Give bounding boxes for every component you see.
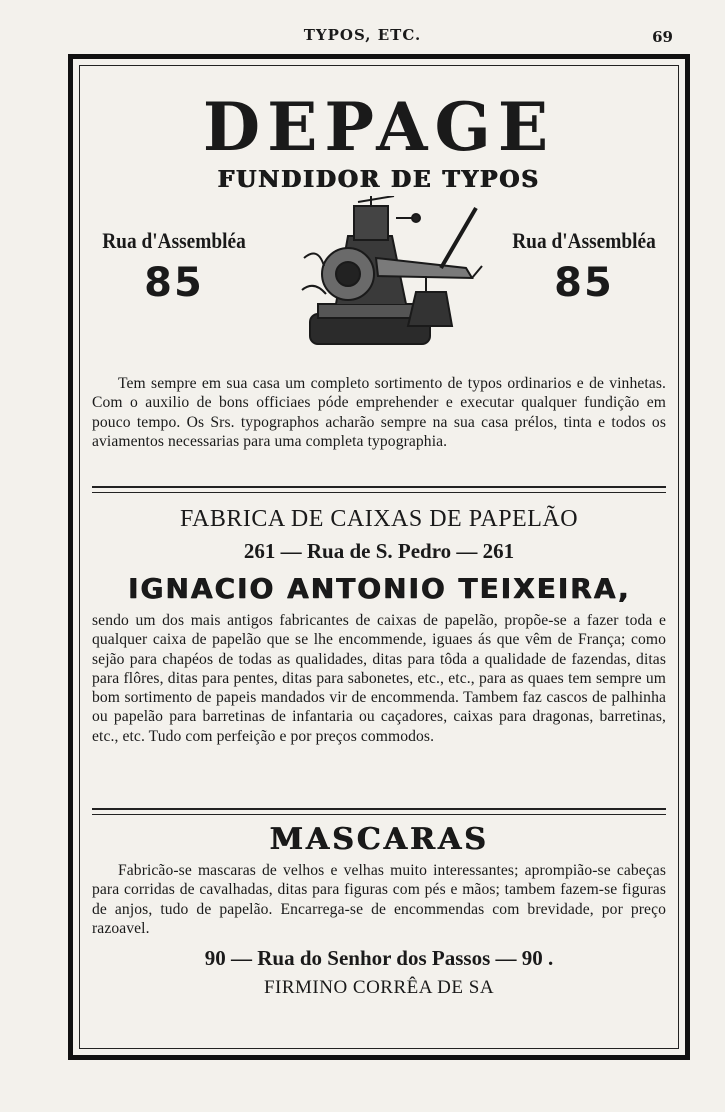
street-label-right: Rua d'Assembléa — [512, 228, 656, 253]
mascaras-address: 90 — Rua do Senhor dos Passos — 90 . — [204, 946, 554, 971]
mascaras-signature: FIRMINO CORRÊA DE SA — [263, 977, 495, 999]
depage-address-left — [84, 228, 264, 306]
street-number-left: 85 — [144, 260, 204, 306]
mascaras-advertisement — [92, 822, 666, 1052]
page-number: 69 — [652, 28, 673, 46]
printing-press-illustration — [296, 196, 486, 366]
section-divider — [92, 486, 666, 493]
running-title: TYPOS, ETC. — [303, 26, 422, 44]
street-number-right: 85 — [554, 260, 614, 306]
depage-address-right — [494, 228, 674, 306]
mascaras-body-text: Fabricão-se mascaras de velhos e velhas muito interessantes; aprompião-se cabeças para corridas de cavalhadas, ditas para figuras com pés e mãos; tambem fazem-se figuras de anjos, tudo de papelão. Encarrega-se de encommendas com brevidade, por preço razoavel. — [92, 862, 666, 937]
fabrica-owner-name: IGNACIO ANTONIO TEIXEIRA, — [127, 572, 631, 605]
depage-advertisement — [92, 66, 666, 486]
frame-inner-border — [79, 65, 679, 1049]
depage-body-text: Tem sempre em sua casa um completo sortimento de typos ordinarios e de vinhetas. Com o auxilio de bons officiaes póde emprehender e executar qualquer fundição em pouco tempo. Os Srs. typographos acharão sempre na sua casa prélos, tinta e todos os aviamentos necessarias para uma completa typographia. — [92, 375, 666, 450]
running-head — [0, 26, 725, 48]
fabrica-advertisement — [92, 506, 666, 806]
fabrica-address: 261 — Rua de S. Pedro — 261 — [243, 539, 515, 563]
depage-title: DEPAGE — [202, 88, 556, 166]
fabrica-body-text: sendo um dos mais antigos fabricantes de caixas de papelão, propõe-se a fazer toda e qualquer caixa de papelão que se lhe encommende, iguaes ás que vêm de França; como sejão para chapéos de todas as qualidades, ditas para tôda a qualidade de fazendas, ditas para flôres, ditas para pentes, ditas para sabonetes, etc., etc., para as quaes tem sempre um bom sortimento de papeis mandados vir de encommenda. Tambem faz cascos de palhinha ou papelão para barretinas de infantaria ou caçadores, caixas para dragonas, barretinas, etc., etc. Tudo com perfeição e por preços commodos. — [92, 612, 666, 745]
mascaras-title: MASCARAS — [269, 822, 489, 857]
fabrica-heading: FABRICA DE CAIXAS DE PAPELÃO — [179, 506, 579, 532]
depage-subtitle: FUNDIDOR DE TYPOS — [217, 166, 541, 193]
section-divider — [92, 808, 666, 815]
advertisement-frame — [68, 54, 690, 1060]
street-label-left: Rua d'Assembléa — [102, 228, 246, 253]
